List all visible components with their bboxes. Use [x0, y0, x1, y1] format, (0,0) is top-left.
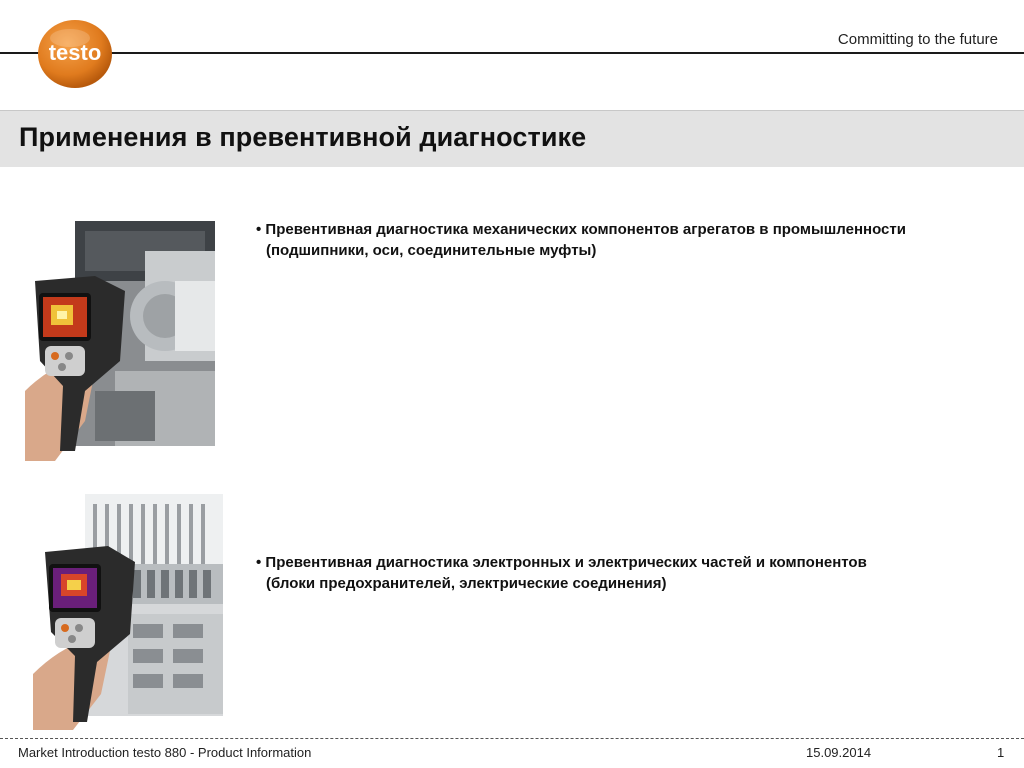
bullet-electrical-line1: • Превентивная диагностика электронных и электрических частей и компонентов — [256, 554, 867, 571]
photo-electrical-cabinet-thermal-camera — [33, 494, 223, 730]
page-number: 1 — [997, 745, 1005, 760]
bullet-mechanical — [256, 219, 1016, 261]
footer-date: 15.09.2014 — [806, 745, 872, 760]
slide-title: Применения в превентивной диагностике — [19, 122, 587, 152]
header-rule — [0, 52, 1024, 54]
tagline: Committing to the future — [837, 31, 998, 48]
bullet-mechanical-line1: • Превентивная диагностика механических компонентов агрегатов в промышленности — [256, 221, 906, 238]
testo-logo — [36, 18, 114, 90]
footer-rule — [0, 738, 1024, 739]
bullet-electrical — [256, 552, 1016, 594]
photo-motor-thermal-camera — [25, 221, 215, 461]
bullet-mechanical-line2: (подшипники, оси, соединительные муфты) — [266, 242, 597, 259]
footer-caption: Market Introduction testo 880 - Product Information — [18, 745, 312, 760]
bullet-electrical-line2: (блоки предохранителей, электрические соединения) — [266, 575, 667, 592]
logo-text: testo — [48, 40, 102, 65]
